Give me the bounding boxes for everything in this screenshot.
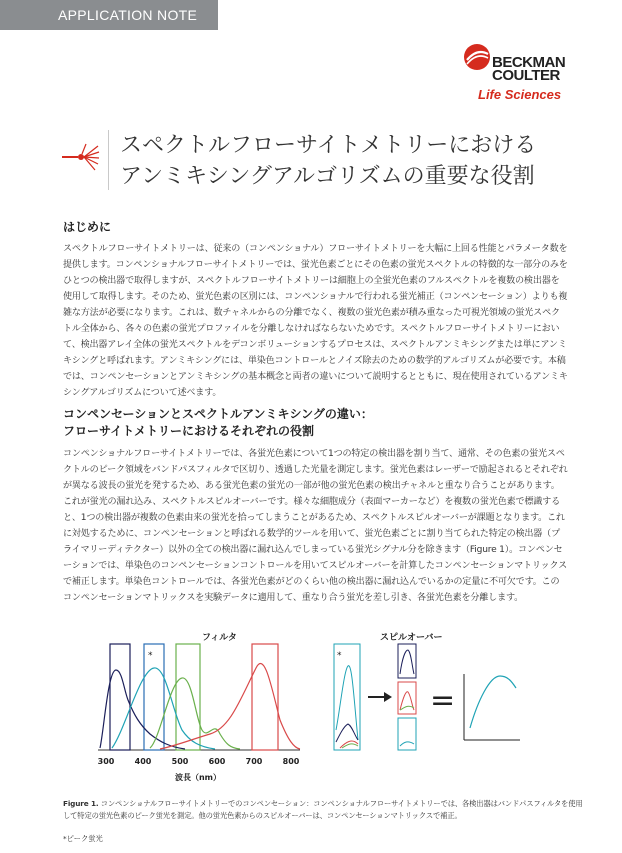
arrow-head: [384, 692, 392, 702]
spill-trace-navy: [400, 650, 414, 674]
logo-swoosh-icon: [462, 42, 492, 72]
tick-label: 300: [97, 757, 115, 766]
section2-paragraph: コンペンショナルフローサイトメトリーでは、各蛍光色素について1つの特定の検出器を割り当て、通常、その色素の蛍光スペクトルのピーク領域をバンドパスフィルタで区切り、透過した光量を測定します。蛍光色素はレーザーで励起されるとそれぞれが異なる波長の蛍光を発するため、ある蛍光色素の蛍光の一部が他の蛍光色素の検出チャネルと重なり合うことがあります。これが蛍光の漏れ込み、スペクトルスピルオーバーです。様々な細胞成分（表面マーカーなど）を複数の蛍光色素で標識すると、1つの検出器が複数の色素由来の蛍光を拾ってしまうことがあるため、スペクトルスピルオーバーが課題となります。これに対処するために、コンペンセーションと呼ばれる数学的ツールを用いて、蛍光色素ごとに割り当てられた特定の検出器（プライマリーディテクター）以外の全ての検出器に漏れ込んでしまっている蛍光シグナル分を除きます（Figure 1）。コンペンセーションでは、単染色のコンペンセーションコントロールを用いてスピルオーバーを計算したコンペンセーションマトリックスで補正します。単染色コントロールでは、各蛍光色素がどのくらい他の検出器に漏れ込んでいるかの定量に不可欠です。このコンペンセーションマトリックスを実験データに適用して、重なり合う蛍光を差し引き、各蛍光色素を分離します。: [63, 449, 568, 603]
spillover-label: スピルオーバー: [380, 633, 443, 643]
footnote: *ピーク蛍光: [63, 834, 103, 843]
filter-box-green: [176, 644, 200, 750]
spill-trace-teal: [400, 742, 414, 746]
filter-label: フィルタ: [202, 633, 237, 643]
figure-caption: Figure 1. コンペンショナルフローサイトメトリーでのコンペンセーション：コンペンショナルフローサイトメトリーでは、各検出器はバンドパスフィルタを使用して特定の蛍光色素のピーク蛍光を測定。他の蛍光色素からのスピルオーバーは、コンペンセーションマトリックスで補正。: [63, 799, 583, 820]
detector-trace-blue: [336, 666, 358, 740]
intro-heading: はじめに: [63, 220, 112, 234]
equals-sign: =: [430, 683, 456, 718]
intro-paragraph: スペクトルフローサイトメトリーは、従来の（コンペンショナル）フローサイトメトリーを大幅に上回る性能とパラメータ数を提供します。コンペンショナルフローサイトメトリーでは、蛍光色素ごとにその色素の蛍光スペクトルの特徴的な一部分のみをひとつの検出器で取得しますが、スペクトルフローサイトメトリーは細胞上の全蛍光色素のフルスペクトルを複数の検出器を使用して取得します。そのため、蛍光色素の区別には、コンペンショナルで行われる蛍光補正（コンペンセーション）よりも複雑な方法が必要になります。これは、数チャネルからの分離でなく、複数の蛍光色素が積み重なった可視光領域の蛍光スペクトル全体から、各々の色素の蛍光プロファイルを分離しなければならないためです。スペクトルフローサイトメトリーにおいて、検出器アレイ全体の蛍光スペクトルをデコンボリューションするプロセスは、スペクトルアンミキシングまたは単にアンミキシングと呼ばれます。アンミキシングには、単染色コントロールとノイズ除去のための数学的アルゴリズムが必要です。本稿では、コンペンセーションとアンミキシングの基本概念と両者の違いについて説明するとともに、現在使用されているアンミキシングアルゴリズムについて述べます。: [63, 244, 568, 398]
x-axis-label: 波長（nm）: [174, 773, 222, 782]
figure-1: [90, 630, 530, 790]
cytometry-laser-icon: [60, 142, 100, 172]
detector-asterisk: *: [337, 651, 342, 661]
tick-label: 400: [134, 757, 152, 766]
filter-box-blue: [144, 644, 164, 750]
tick-label: 500: [171, 757, 189, 766]
detector-trace-navy: [336, 724, 358, 742]
title-divider: [108, 130, 109, 190]
application-note-tag: APPLICATION NOTE: [0, 0, 218, 30]
tick-label: 700: [245, 757, 263, 766]
logo-brand: BECKMAN COULTER: [492, 54, 566, 84]
spectrum-red: [160, 664, 300, 749]
tick-label: 600: [208, 757, 226, 766]
tick-label: 800: [282, 757, 300, 766]
peak-asterisk: *: [148, 651, 153, 661]
spill-trace-green: [400, 706, 414, 710]
beckman-coulter-logo: [462, 40, 582, 110]
page-title: スペクトルフローサイトメトリーにおける アンミキシングアルゴリズムの重要な役割: [120, 133, 537, 189]
result-curve: [470, 676, 516, 728]
section2-heading: コンペンセーションとスペクトルアンミキシングの違い： フローサイトメトリーにおけるそれぞれの役割: [63, 407, 373, 438]
logo-life-sciences: Life Sciences: [478, 87, 562, 102]
spectrum-navy: [100, 670, 185, 749]
